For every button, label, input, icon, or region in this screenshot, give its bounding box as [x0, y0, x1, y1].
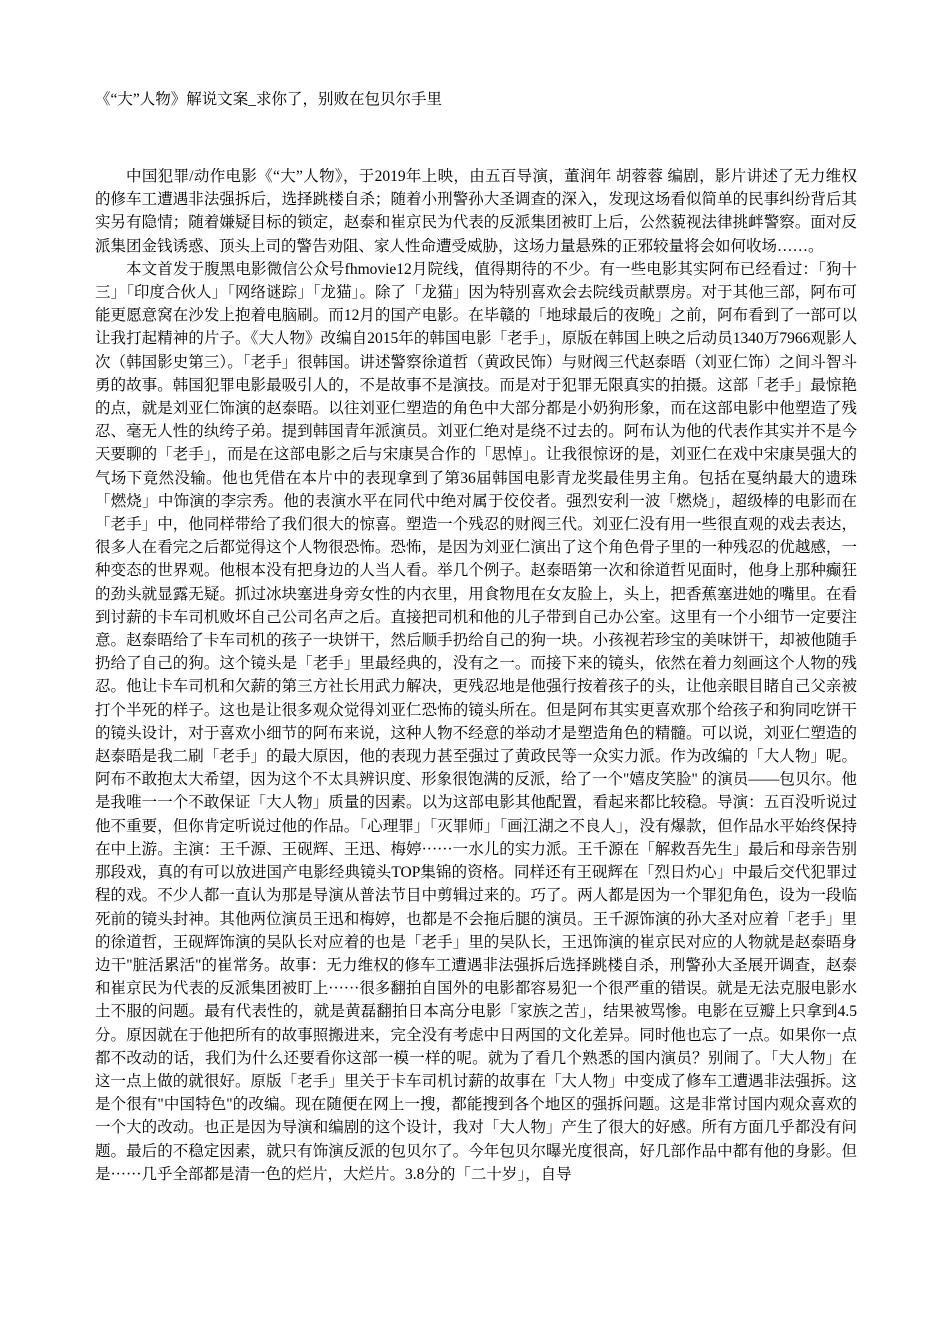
paragraph-synopsis: 中国犯罪/动作电影《“大”人物》，于2019年上映，由五百导演，董润年 胡蓉蓉 编剧，影片讲述了无力维权的修车工遭遇非法强拆后，选择跳楼自杀；随着小刑警孙大圣调查的深入，发现这场看似简单的民事纠纷背后其实另有隐情；随着嫌疑目标的锁定，赵泰和崔京民为代表的反派集团被盯上后，公然藐视法律挑衅警察。面对反派集团金钱诱惑、顶头上司的警告劝阻、家人性命遭受威胁，这场力量悬殊的正邪较量将会如何收场……。: [95, 168, 857, 255]
document-content: [95, 88, 857, 1186]
document-title: 《“大”人物》解说文案_求你了，别败在包贝尔手里: [95, 91, 443, 108]
paragraph-review-body: 本文首发于腹黑电影微信公众号fhmovie12月院线，值得期待的不少。有一些电影其实阿布已经看过：「狗十三」「印度合伙人」「网络谜踪」「龙猫」。除了「龙猫」因为特别喜欢会去院线贡献票房。对于其他三部，阿布可能更愿意窝在沙发上抱着电脑刷。而12月的国产电影。在毕赣的「地球最后的夜晚」之前，阿布看到了一部可以让我打起精神的片子。《大人物》改编自2015年的韩国电影「老手」，原版在韩国上映之后动员1340万7966观影人次（韩国影史第三）。「老手」很韩国。讲述警察徐道哲（黄政民饰）与财阀三代赵泰晤（刘亚仁饰）之间斗智斗勇的故事。韩国犯罪电影最吸引人的，不是故事不是演技。而是对于犯罪无限真实的拍摄。这部「老手」最惊艳的点，就是刘亚仁饰演的赵泰晤。以往刘亚仁塑造的角色中大部分都是小奶狗形象，而在这部电影中他塑造了残忍、毫无人性的纨绔子弟。提到韩国青年派演员。刘亚仁绝对是绕不过去的。阿布认为他的代表作其实并不是今天要聊的「老手」，而是在这部电影之后与宋康昊合作的「思悼」。让我很惊讶的是，刘亚仁在戏中宋康昊强大的气场下竟然没输。他也凭借在本片中的表现拿到了第36届韩国电影青龙奖最佳男主角。包括在戛纳最大的遗珠「燃烧」中饰演的李宗秀。他的表演水平在同代中绝对属于佼佼者。强烈安利一波「燃烧」，超级棒的电影而在「老手」中，他同样带给了我们很大的惊喜。塑造一个残忍的财阀三代。刘亚仁没有用一些很直观的戏去表达，很多人在看完之后都觉得这个人物很恐怖。恐怖，是因为刘亚仁演出了这个角色骨子里的一种残忍的优越感，一种变态的世界观。他根本没有把身边的人当人看。举几个例子。赵泰晤第一次和徐道哲见面时，他身上那种癫狂的劲头就显露无疑。抓过冰块塞进身旁女性的内衣里，用食物甩在女友脸上，头上，把香蕉塞进她的嘴里。在看到讨薪的卡车司机败坏自己公司名声之后。直接把司机和他的儿子带到自己办公室。这里有一个小细节一定要注意。赵泰晤给了卡车司机的孩子一块饼干，然后顺手扔给自己的狗一块。小孩视若珍宝的美味饼干，却被他随手扔给了自己的狗。这个镜头是「老手」里最经典的，没有之一。而接下来的镜头，依然在着力刻画这个人物的残忍。他让卡车司机和欠薪的第三方社长用武力解决，更残忍地是他强行按着孩子的头，让他亲眼目睹自己父亲被打个半死的样子。这也是让很多观众觉得刘亚仁恐怖的镜头所在。但是阿布其实更喜欢那个给孩子和狗同吃饼干的镜头设计，对于喜欢小细节的阿布来说，这种人物不经意的举动才是塑造角色的精髓。可以说，刘亚仁塑造的赵泰晤是我二刷「老手」的最大原因，他的表现力甚至强过了黄政民等一众实力派。作为改编的「大人物」呢。阿布不敢抱太大希望，因为这个不太具辨识度、形象很饱满的反派，给了一个"嬉皮笑脸" 的演员——包贝尔。他是我唯一一个不敢保证「大人物」质量的因素。以为这部电影其他配置，看起来都比较稳。导演：五百没听说过他不重要，但你肯定听说过他的作品。「心理罪」「灭罪师」「画江湖之不良人」，没有爆款，但作品水平始终保持在中上游。主演：王千源、王砚辉、王迅、梅婷······一水儿的实力派。王千源在「解救吾先生」最后和母亲告别那段戏，真的有可以放进国产电影经典镜头TOP集锦的资格。同样还有王砚辉在「烈日灼心」中最后交代犯罪过程的戏。不少人都一直认为那是导演从普法节目中剪辑过来的。巧了。两人都是因为一个罪犯角色，设为一段临死前的镜头封神。其他两位演员王迅和梅婷，也都是不会拖后腿的演员。王千源饰演的孙大圣对应着「老手」里的徐道哲，王砚辉饰演的吴队长对应着的也是「老手」里的吴队长，王迅饰演的崔京民对应的人物就是赵泰晤身边干"脏活累活"的崔常务。故事：无力维权的修车工遭遇非法强拆后选择跳楼自杀，刑警孙大圣展开调查，赵泰和崔京民为代表的反派集团被盯上······很多翻拍自国外的电影都容易犯一个很严重的错误。就是无法克服电影水土不服的问题。最有代表性的，就是黄磊翻拍日本高分电影「家族之苦」，结果被骂惨。电影在豆瓣上只拿到4.5分。原因就在于他把所有的故事照搬进来，完全没有考虑中日两国的文化差异。同时他也忘了一点。如果你一点都不改动的话，我们为什么还要看你这部一模一样的呢。就为了看几个熟悉的国内演员？别闹了。「大人物」在这一点上做的就很好。原版「老手」里关于卡车司机讨薪的故事在「大人物」中变成了修车工遭遇非法强拆。这是个很有"中国特色"的改编。现在随便在网上一搜，都能搜到各个地区的强拆问题。这是非常讨国内观众喜欢的一个大的改动。也正是因为导演和编剧的这个设计，我对「大人物」产生了很大的好感。所有方面几乎都没有问题。最后的不稳定因素，就只有饰演反派的包贝尔了。今年包贝尔曝光度很高，好几部作品中都有他的身影。但是······几乎全部都是清一色的烂片，大烂片。3.8分的「二十岁」，自导: [95, 260, 857, 1183]
